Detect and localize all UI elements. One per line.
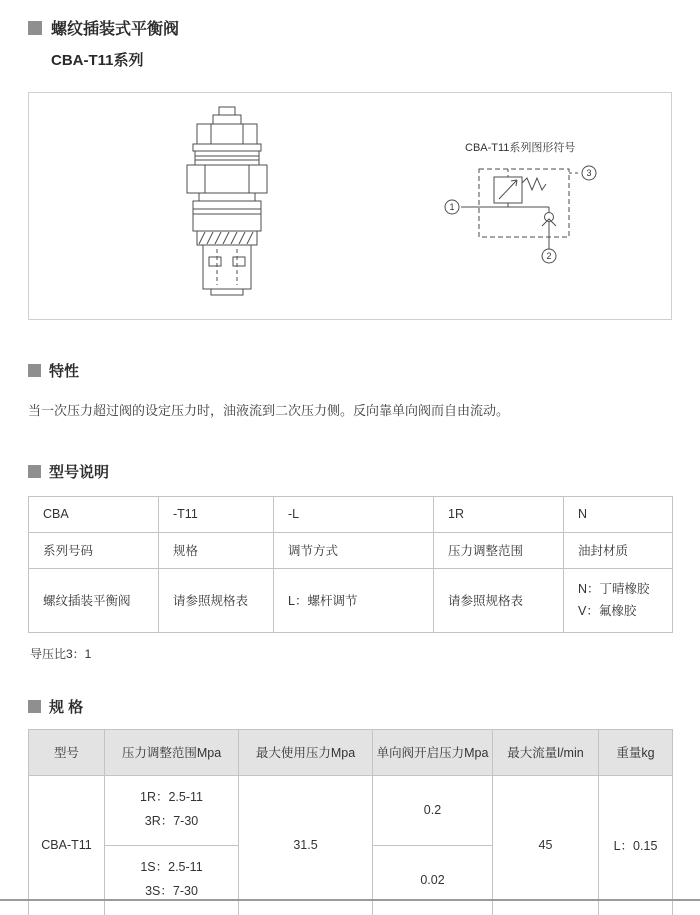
model-cell-size-desc: 请参照规格表 bbox=[159, 568, 274, 632]
spec-cell-pressure-range-r bbox=[105, 775, 239, 845]
model-code-row bbox=[29, 496, 673, 532]
port-2-label: 2 bbox=[546, 251, 552, 261]
page-subtitle: CBA-T11系列 bbox=[51, 52, 144, 69]
spec-cell-pressure-range-s bbox=[105, 845, 239, 915]
spec-cell-weight: L：0.15 bbox=[599, 775, 673, 915]
spec-row-group-r bbox=[29, 775, 673, 845]
page-title bbox=[28, 16, 700, 39]
model-cell-series-code: CBA bbox=[29, 496, 159, 532]
section-bullet-icon bbox=[28, 364, 41, 377]
spec-heading-text: 规 格 bbox=[49, 698, 84, 716]
features-body: 当一次压力超过阀的设定压力时，油液流到二次压力侧。反向靠单向阀而自由流动。 bbox=[28, 403, 510, 418]
spec-cell-check-open-2: 0.02 bbox=[373, 845, 493, 915]
footer-rule bbox=[0, 899, 700, 901]
seal-option-n: N：丁晴橡胶 bbox=[578, 581, 650, 596]
figure-panel bbox=[28, 92, 672, 320]
spec-header-row bbox=[29, 729, 673, 775]
pilot-ratio-note: 导压比3：1 bbox=[30, 646, 92, 661]
model-cell-adjust-label: 调节方式 bbox=[274, 532, 434, 568]
pressure-range-1s: 1S：2.5-11 bbox=[140, 860, 203, 875]
section-bullet-icon bbox=[28, 700, 41, 713]
model-cell-size-label: 规格 bbox=[159, 532, 274, 568]
section-bullet-icon bbox=[28, 465, 41, 478]
spec-heading bbox=[28, 696, 700, 717]
spec-header-check-open: 单向阀开启压力Mpa bbox=[373, 729, 493, 775]
page-title-text: 螺纹插装式平衡阀 bbox=[51, 21, 180, 38]
spec-header-max-pressure: 最大使用压力Mpa bbox=[239, 729, 373, 775]
model-cell-range-desc: 请参照规格表 bbox=[434, 568, 564, 632]
symbol-caption: CBA-T11系列图形符号 bbox=[465, 142, 576, 154]
model-cell-range-code: 1R bbox=[434, 496, 564, 532]
features-heading-text: 特性 bbox=[49, 363, 80, 380]
port-1-label: 1 bbox=[449, 202, 455, 212]
spec-cell-model: CBA-T11 bbox=[29, 775, 105, 915]
page-header bbox=[0, 0, 700, 70]
spec-header-weight: 重量kg bbox=[599, 729, 673, 775]
model-cell-size-code: -T11 bbox=[159, 496, 274, 532]
model-cell-range-label: 压力调整范围 bbox=[434, 532, 564, 568]
hydraulic-symbol bbox=[439, 159, 624, 279]
model-heading-text: 型号说明 bbox=[49, 463, 110, 481]
valve-drawing bbox=[137, 101, 317, 306]
pressure-range-1r: 1R：2.5-11 bbox=[140, 790, 203, 805]
model-cell-series-label: 系列号码 bbox=[29, 532, 159, 568]
spec-cell-max-flow: 45 bbox=[493, 775, 599, 915]
spec-header-pressure-range: 压力调整范围Mpa bbox=[105, 729, 239, 775]
model-desc-row bbox=[29, 568, 673, 632]
pressure-range-3s: 3S：7-30 bbox=[145, 884, 198, 898]
model-code-table bbox=[28, 496, 673, 633]
spec-table bbox=[28, 729, 673, 915]
spec-cell-check-open-1: 0.2 bbox=[373, 775, 493, 845]
model-label-row bbox=[29, 532, 673, 568]
section-bullet-icon bbox=[28, 21, 42, 35]
port-3-label: 3 bbox=[586, 168, 592, 178]
model-heading bbox=[28, 461, 700, 482]
pressure-range-3r: 3R：7-30 bbox=[144, 814, 199, 828]
features-heading bbox=[28, 360, 700, 381]
model-cell-seal-label: 油封材质 bbox=[564, 532, 673, 568]
model-cell-adjust-desc: L：螺杆调节 bbox=[274, 568, 434, 632]
model-cell-seal-desc bbox=[564, 568, 673, 632]
model-cell-adjust-code: -L bbox=[274, 496, 434, 532]
model-cell-seal-code: N bbox=[564, 496, 673, 532]
spec-header-model: 型号 bbox=[29, 729, 105, 775]
model-cell-series-desc: 螺纹插装平衡阀 bbox=[29, 568, 159, 632]
seal-option-v: V：氟橡胶 bbox=[578, 604, 637, 618]
spec-header-max-flow: 最大流量l/min bbox=[493, 729, 599, 775]
spec-cell-max-pressure: 31.5 bbox=[239, 775, 373, 915]
